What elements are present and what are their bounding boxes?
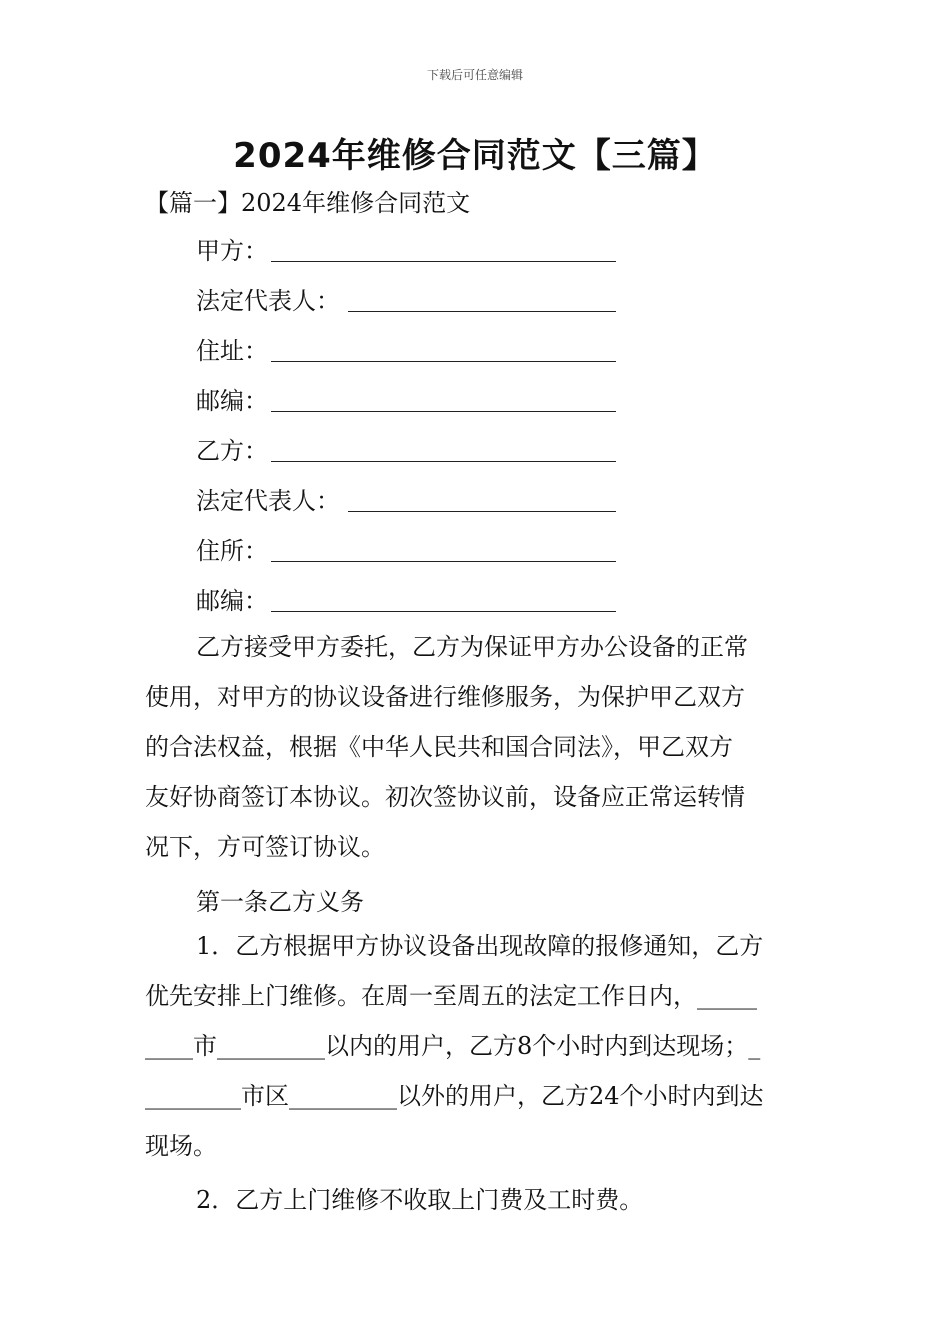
- field-label: 邮编：: [196, 587, 268, 615]
- blank-line: [348, 311, 616, 312]
- blank-line: [271, 361, 616, 362]
- field-label: 法定代表人：: [196, 287, 340, 315]
- blank-line: [271, 261, 616, 262]
- field-label: 乙方：: [196, 437, 268, 465]
- blank-line: [271, 561, 616, 562]
- field-party-a: [196, 232, 616, 266]
- paragraph-line: 现场。: [145, 1132, 217, 1160]
- document-title: 2024年维修合同范文【三篇】: [233, 136, 717, 176]
- field-party-a-address: [196, 332, 616, 366]
- intro-paragraph: [145, 622, 810, 872]
- paragraph-line: 优先安排上门维修。在周一至周五的法定工作日内，_____: [145, 982, 757, 1010]
- field-party-a-postcode: [196, 382, 616, 416]
- field-party-b-representative: [196, 482, 616, 516]
- paragraph-line: ____市_________以内的用户，乙方8个小时内到达现场；_: [145, 1032, 761, 1060]
- paragraph-line: 的合法权益，根据《中华人民共和国合同法》，甲乙双方: [145, 733, 733, 761]
- field-label: 住址：: [196, 337, 268, 365]
- field-label: 法定代表人：: [196, 487, 340, 515]
- blank-line: [271, 611, 616, 612]
- field-party-b: [196, 432, 616, 466]
- blank-line: [348, 511, 616, 512]
- clause-2-paragraph: 2．乙方上门维修不收取上门费及工时费。: [196, 1186, 644, 1214]
- section-heading: 【篇一】2024年维修合同范文: [145, 189, 471, 217]
- paragraph-line: 使用，对甲方的协议设备进行维修服务，为保护甲乙双方: [145, 683, 745, 711]
- paragraph-line: 友好协商签订本协议。初次签协议前，设备应正常运转情: [145, 783, 745, 811]
- paragraph-line: ________市区_________以外的用户，乙方24个小时内到达: [145, 1082, 764, 1110]
- blank-line: [271, 411, 616, 412]
- field-label: 住所：: [196, 537, 268, 565]
- paragraph-line: 乙方接受甲方委托，乙方为保证甲方办公设备的正常: [196, 633, 748, 661]
- field-party-b-address: [196, 532, 616, 566]
- field-party-b-postcode: [196, 582, 616, 616]
- blank-line: [271, 461, 616, 462]
- page-header: 下载后可任意编辑: [426, 68, 523, 82]
- field-label: 邮编：: [196, 387, 268, 415]
- paragraph-line: 况下，方可签订协议。: [145, 833, 385, 861]
- paragraph-line: 1．乙方根据甲方协议设备出现故障的报修通知，乙方: [196, 932, 764, 960]
- clause-1-paragraph: [145, 921, 810, 1171]
- field-label: 甲方：: [196, 237, 268, 265]
- field-party-a-representative: [196, 282, 616, 316]
- article-heading: 第一条乙方义务: [196, 888, 364, 916]
